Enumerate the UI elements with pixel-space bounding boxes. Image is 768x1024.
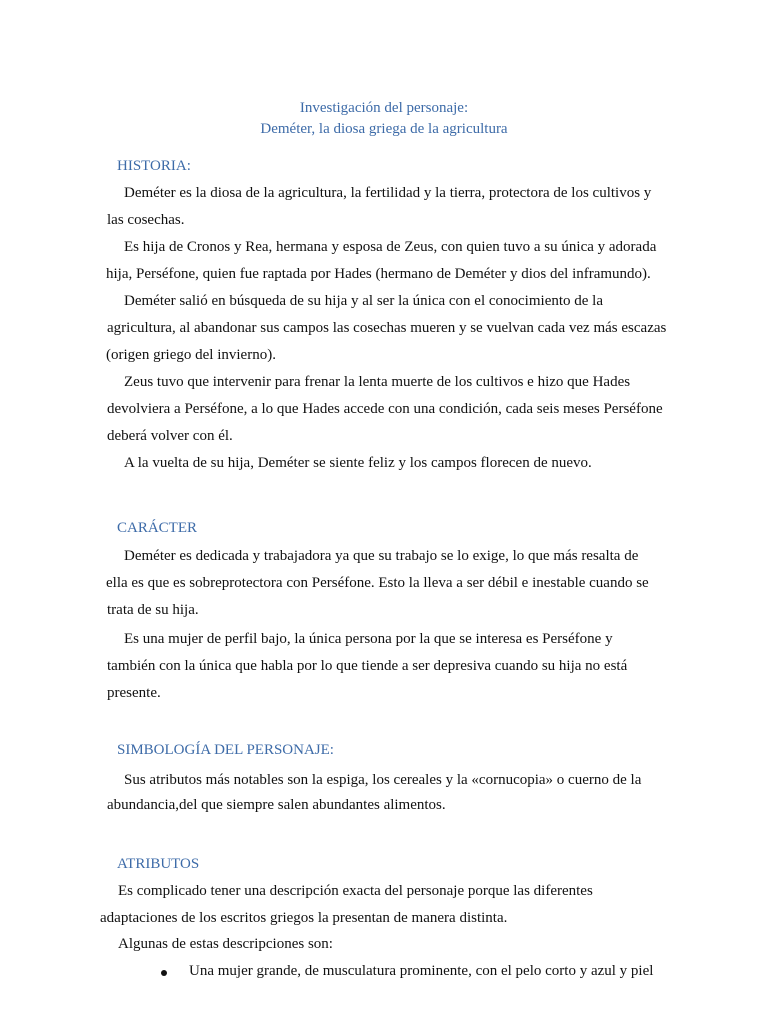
- atributos-line: Algunas de estas descripciones son:: [118, 936, 333, 952]
- historia-line: hija, Perséfone, quien fue raptada por Hades (hermano de Deméter y dios del inframundo).: [106, 266, 651, 282]
- historia-line: Deméter es la diosa de la agricultura, la fertilidad y la tierra, protectora de los cultivos y: [124, 185, 652, 201]
- historia-line: las cosechas.: [107, 212, 185, 228]
- section-heading-historia: HISTORIA:: [117, 158, 191, 174]
- section-heading-caracter: CARÁCTER: [117, 520, 198, 536]
- caracter-line: trata de su hija.: [107, 602, 199, 618]
- bullet-icon: [161, 970, 167, 976]
- atributos-line: Es complicado tener una descripción exacta del personaje porque las diferentes: [118, 883, 593, 899]
- simbologia-line: abundancia,del que siempre salen abundantes alimentos.: [107, 797, 446, 813]
- historia-line: agricultura, al abandonar sus campos las cosechas mueren y se vuelvan cada vez más escazas: [107, 320, 667, 336]
- document-title-line-1: Investigación del personaje:: [299, 100, 469, 116]
- historia-line: Zeus tuvo que intervenir para frenar la lenta muerte de los cultivos e hizo que Hades: [124, 374, 631, 390]
- document-title-line-2: Deméter, la diosa griega de la agricultura: [260, 121, 508, 137]
- simbologia-line: Sus atributos más notables son la espiga, los cereales y la «cornucopia» o cuerno de la: [124, 772, 642, 788]
- caracter-line: Es una mujer de perfil bajo, la única persona por la que se interesa es Perséfone y: [124, 631, 613, 647]
- historia-line: Es hija de Cronos y Rea, hermana y esposa de Zeus, con quien tuvo a su única y adorada: [124, 239, 657, 255]
- historia-line: A la vuelta de su hija, Deméter se siente feliz y los campos florecen de nuevo.: [124, 455, 592, 471]
- atributos-bullet-item: Una mujer grande, de musculatura prominente, con el pelo corto y azul y piel: [189, 963, 654, 979]
- atributos-line: adaptaciones de los escritos griegos la presentan de manera distinta.: [100, 910, 508, 926]
- historia-line: (origen griego del invierno).: [106, 347, 276, 363]
- section-heading-atributos: ATRIBUTOS: [117, 856, 200, 872]
- caracter-line: también con la única que habla por lo que tiende a ser depresiva cuando su hija no está: [107, 658, 628, 674]
- section-heading-simbologia: SIMBOLOGÍA DEL PERSONAJE:: [117, 742, 334, 758]
- historia-line: deberá volver con él.: [107, 428, 233, 444]
- caracter-line: presente.: [107, 685, 161, 701]
- historia-line: devolviera a Perséfone, a lo que Hades accede con una condición, cada seis meses Perséfone: [107, 401, 663, 417]
- caracter-line: Deméter es dedicada y trabajadora ya que su trabajo se lo exige, lo que más resalta de: [124, 548, 639, 564]
- caracter-line: ella es que es sobreprotectora con Perséfone. Esto la lleva a ser débil e inestable cuando se: [106, 575, 649, 591]
- historia-line: Deméter salió en búsqueda de su hija y al ser la única con el conocimiento de la: [124, 293, 603, 309]
